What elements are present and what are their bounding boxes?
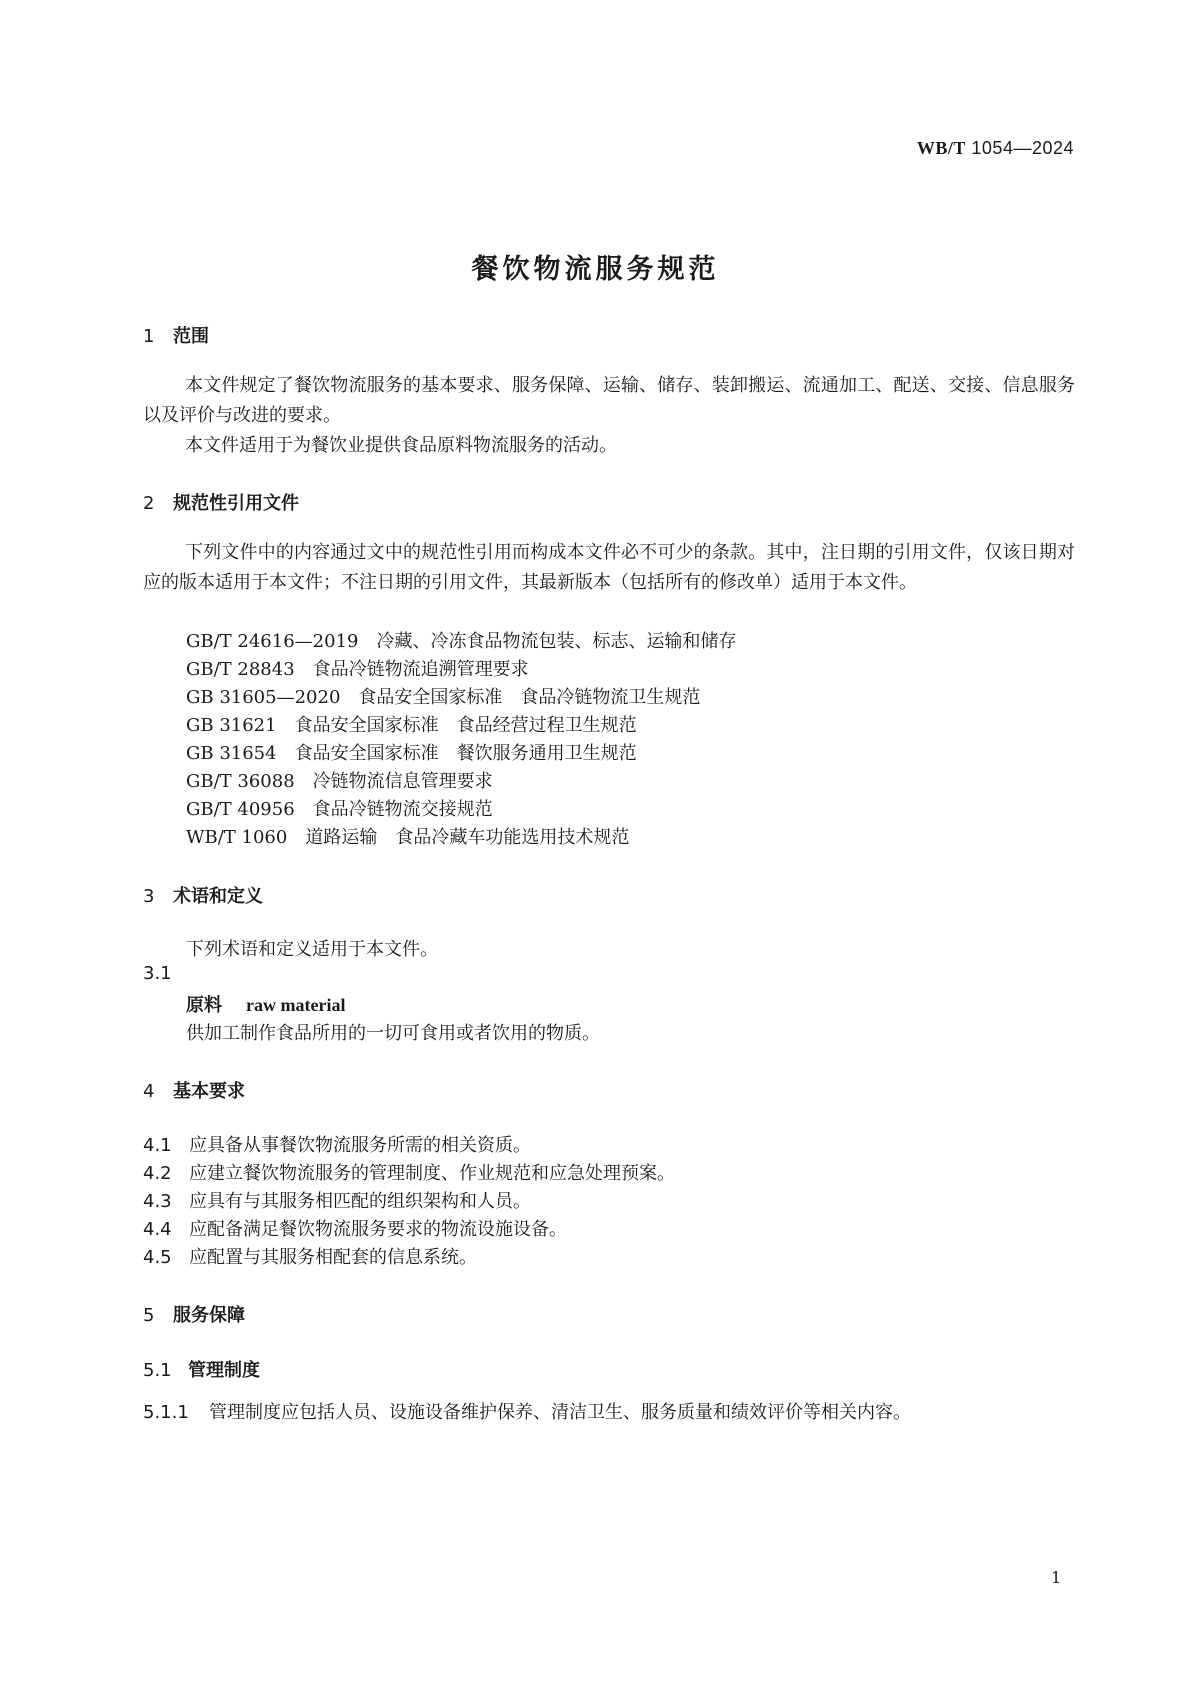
clause-text: 应具有与其服务相匹配的组织架构和人员。 bbox=[189, 1191, 531, 1212]
term-number: 3.1 bbox=[143, 963, 172, 984]
clause-number: 4.1 bbox=[143, 1135, 172, 1156]
section-title: 基本要求 bbox=[173, 1081, 245, 1102]
section-2-heading bbox=[143, 489, 299, 515]
requirement-clause bbox=[143, 1131, 531, 1157]
section-title: 范围 bbox=[173, 326, 209, 347]
subsection-number: 5.1 bbox=[143, 1360, 172, 1381]
clause-text: 应配备满足餐饮物流服务要求的物流设施设备。 bbox=[189, 1219, 567, 1240]
section-5-heading bbox=[143, 1301, 245, 1327]
page-number: 1 bbox=[1051, 1568, 1062, 1587]
document-title: 餐饮物流服务规范 bbox=[471, 254, 720, 285]
section-1-heading bbox=[143, 322, 209, 348]
requirement-clause bbox=[143, 1215, 567, 1241]
term-entry bbox=[186, 991, 345, 1017]
normative-reference: GB/T 40956 食品冷链物流交接规范 bbox=[186, 799, 493, 820]
section-1-paragraph-2: 本文件适用于为餐饮业提供食品原料物流服务的活动。 bbox=[185, 435, 617, 456]
section-3-intro: 下列术语和定义适用于本文件。 bbox=[186, 939, 438, 960]
clause-number: 4.4 bbox=[143, 1219, 172, 1240]
requirement-clause bbox=[143, 1243, 477, 1269]
section-3-heading bbox=[143, 882, 263, 908]
section-title: 规范性引用文件 bbox=[173, 493, 299, 514]
normative-reference: WB/T 1060 道路运输 食品冷藏车功能选用技术规范 bbox=[186, 827, 630, 848]
section-number: 4 bbox=[143, 1081, 155, 1102]
normative-reference: GB 31654 食品安全国家标准 餐饮服务通用卫生规范 bbox=[186, 743, 637, 764]
section-number: 5 bbox=[143, 1305, 155, 1326]
subsection-5-1-heading bbox=[143, 1356, 260, 1382]
term-english: raw material bbox=[246, 995, 346, 1015]
clause-text: 应具备从事餐饮物流服务所需的相关资质。 bbox=[189, 1135, 531, 1156]
clause-text: 应建立餐饮物流服务的管理制度、作业规范和应急处理预案。 bbox=[189, 1163, 675, 1184]
section-number: 2 bbox=[143, 493, 155, 514]
normative-reference: GB/T 24616—2019 冷藏、冷冻食品物流包装、标志、运输和储存 bbox=[186, 631, 737, 652]
section-number: 3 bbox=[143, 886, 155, 907]
term-definition: 供加工制作食品所用的一切可食用或者饮用的物质。 bbox=[186, 1023, 600, 1044]
clause-number: 4.3 bbox=[143, 1191, 172, 1212]
normative-reference: GB/T 36088 冷链物流信息管理要求 bbox=[186, 771, 493, 792]
clause-text: 管理制度应包括人员、设施设备维护保养、清洁卫生、服务质量和绩效评价等相关内容。 bbox=[209, 1402, 911, 1423]
subsection-title: 管理制度 bbox=[188, 1360, 260, 1381]
clause-text: 应配置与其服务相配套的信息系统。 bbox=[189, 1247, 477, 1268]
standard-number: 1054—2024 bbox=[971, 138, 1074, 158]
section-4-heading bbox=[143, 1077, 245, 1103]
clause-number: 4.2 bbox=[143, 1163, 172, 1184]
term-chinese: 原料 bbox=[186, 995, 222, 1016]
section-2-paragraph: 下列文件中的内容通过文中的规范性引用而构成本文件必不可少的条款。其中，注日期的引用文件，仅该日期对应的版本适用于本文件；不注日期的引用文件，其最新版本（包括所有的修改单）适用于本文件。 bbox=[143, 542, 1075, 593]
requirement-clause bbox=[143, 1159, 675, 1185]
section-title: 服务保障 bbox=[173, 1305, 245, 1326]
section-1-paragraph-1: 本文件规定了餐饮物流服务的基本要求、服务保障、运输、储存、装卸搬运、流通加工、配送、交接、信息服务以及评价与改进的要求。 bbox=[143, 375, 1075, 426]
normative-reference: GB 31605—2020 食品安全国家标准 食品冷链物流卫生规范 bbox=[186, 687, 701, 708]
standard-prefix: WB/T bbox=[916, 138, 966, 158]
normative-reference: GB 31621 食品安全国家标准 食品经营过程卫生规范 bbox=[186, 715, 637, 736]
section-number: 1 bbox=[143, 326, 155, 347]
section-title: 术语和定义 bbox=[173, 886, 263, 907]
standard-code bbox=[917, 138, 1074, 159]
requirement-clause bbox=[143, 1187, 531, 1213]
normative-reference: GB/T 28843 食品冷链物流追溯管理要求 bbox=[186, 659, 529, 680]
clause-number: 5.1.1 bbox=[143, 1402, 189, 1423]
requirement-clause bbox=[143, 1398, 911, 1424]
clause-number: 4.5 bbox=[143, 1247, 172, 1268]
